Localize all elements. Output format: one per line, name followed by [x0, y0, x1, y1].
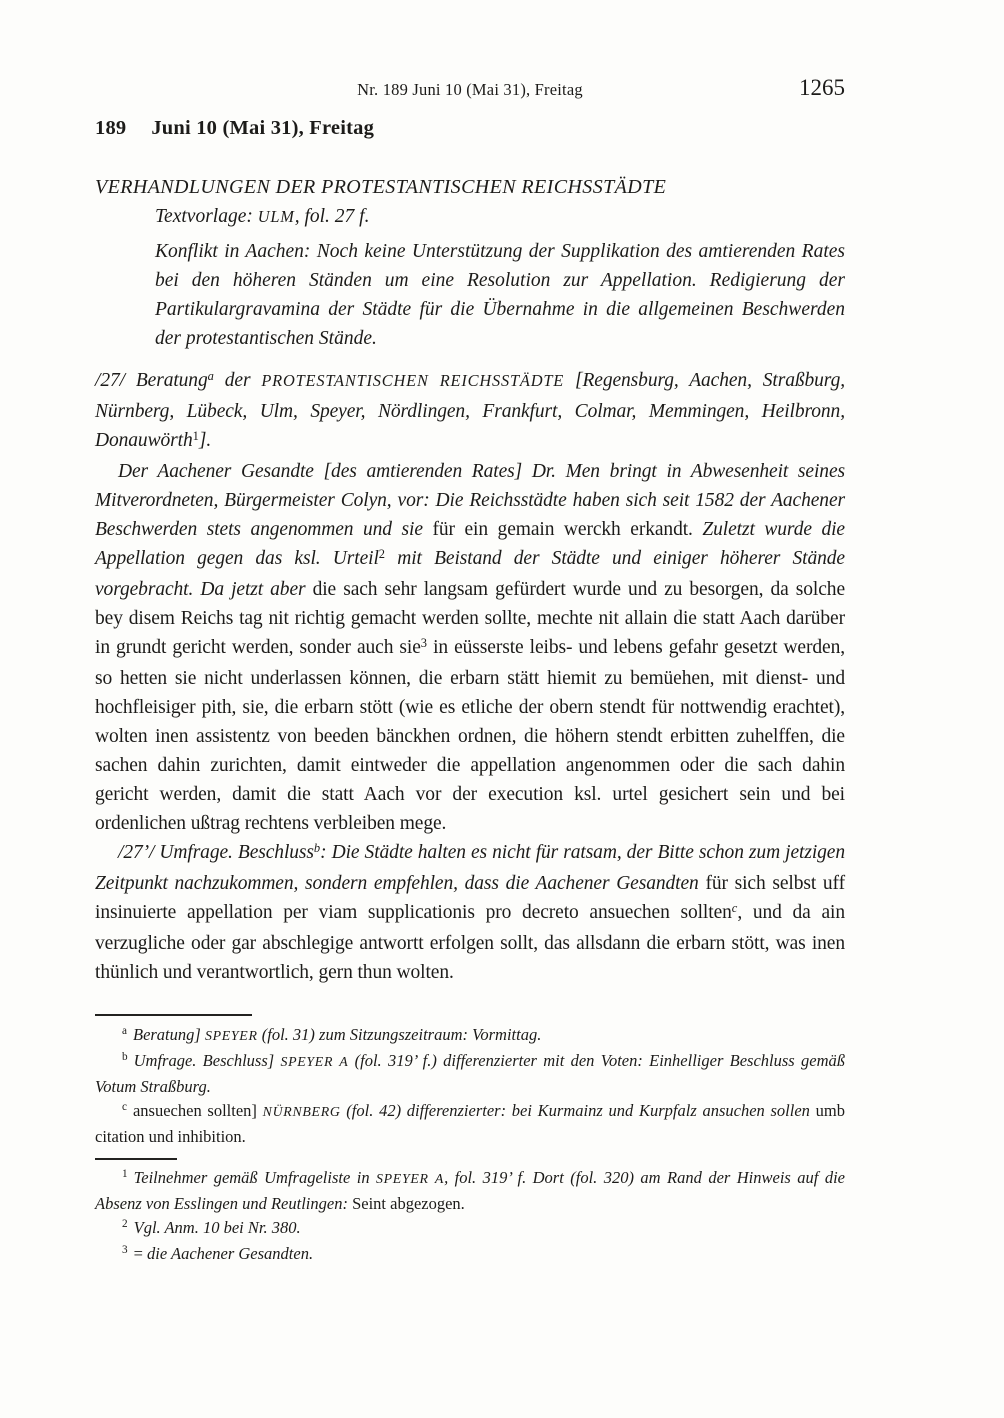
apparatus-note-a [95, 1023, 845, 1049]
entry-heading [95, 117, 374, 140]
apparatus-divider [95, 1014, 252, 1016]
body-paragraph-1: /27/ Beratung$^a$ der PROTESTANTISCHEN REICHSSTÄDTE [Regensburg, Aachen, Straßburg, Nürnberg, Lübeck, Ulm, Speyer, Nördlingen, Frankfurt, Colmar, Memmingen, Heilbronn, Donauwörth$^1$]. [95, 368, 845, 451]
footnote-1 [95, 1166, 845, 1216]
entry-title: Juni 10 (Mai 31), Freitag [151, 117, 375, 139]
note-text: ansuechen sollten] NÜRNBERG (fol. 42) differenzierter: bei Kurmainz und Kurpfalz ansuchen sollen umb citation und inhibition. [95, 1101, 845, 1146]
running-header-title: Nr. 189 Juni 10 (Mai 31), Freitag [357, 80, 583, 99]
source-line: Textvorlage: ULM, fol. 27 f. [155, 206, 370, 227]
note-label: a [122, 1025, 127, 1038]
main-text [95, 366, 845, 987]
entry-number: 189 [95, 117, 127, 139]
note-label: 2 [122, 1218, 128, 1231]
note-text: = die Aachener Gesandten. [133, 1244, 314, 1263]
note-text: Vgl. Anm. 10 bei Nr. 380. [133, 1218, 301, 1237]
document-title: VERHANDLUNGEN DER PROTESTANTISCHEN REICHSSTÄDTE [95, 176, 667, 198]
running-header [95, 75, 845, 100]
note-label: c [122, 1101, 127, 1114]
summary-abstract: Konflikt in Aachen: Noch keine Unterstützung der Supplikation des amtierenden Rates bei den höheren Ständen um eine Resolution zur Appellation. Redigierung der Partikulargravamina der Städte für die Übernahme in die allgemeinen Beschwerden der protestantischen Stände. [155, 241, 845, 349]
page-number: 1265 [799, 75, 845, 100]
note-text: Beratung] SPEYER (fol. 31) zum Sitzungszeitraum: Vormittag. [132, 1025, 542, 1044]
footnote-2 [95, 1216, 845, 1242]
apparatus-note-b [95, 1049, 845, 1099]
apparatus-note-c [95, 1099, 845, 1149]
note-label: b [122, 1051, 128, 1064]
notes-area [95, 1014, 845, 1268]
note-label: 1 [122, 1168, 128, 1181]
note-text: Umfrage. Beschluss] SPEYER A (fol. 319’ f.) differenzierter mit den Voten: Einhelliger Beschluss gemäß Votum Straßburg. [95, 1051, 845, 1096]
footnote-divider [95, 1158, 177, 1160]
body-paragraph-2: Der Aachener Gesandte [des amtierenden Rates] Dr. Men bringt in Abwesenheit seines Mitverordneten, Bürgermeister Colyn, vor: Die Reichsstädte haben sich seit 1582 der Aachener Beschwerden stets angenommen und sie für ein gemain werckh erkandt. Zuletzt wurde die Appellation gegen das ksl. Urteil$^2$ mit Beistand der Städte und einiger höherer Stände vorgebracht. Da jetzt aber die sach sehr langsam gefürdert wurde und zu besorgen, da solche bey disem Reichs tag nit richtig gemacht werden sollte, mechte nit allain die statt Aach darüber in grundt gericht werden, sonder auch sie$^3$ in eüsserste leibs- und lebens gefahr gesetzt werden, so hetten sie nicht underlassen können, die erbarn stätt hiemit zu bemüehen, mit dienst- und hochfleisiger pith, sie, die erbarn stött (wie es etliche der obern stendt für nottwendig erachtet), wolten inen assistentz von beeden bänckhen ordnen, die höhern stendt erbitten zuhelffen, die sachen dahin zurichten, damit eintweder die appellation angenommen oder die sach dahin gericht werden, damit die statt Aach vor der execution ksl. urtel gesichert sein und bei ordenlichen ußtrag rechtens verbleiben mege. [95, 461, 846, 834]
document-head [95, 176, 845, 353]
body-paragraph-3: /27’/ Umfrage. Beschluss$^b$: Die Städte halten es nicht für ratsam, der Bitte schon zum jetzigen Zeitpunkt nachzukommen, sondern empfehlen, dass die Aachener Gesandten für sich selbst uff insinuierte appellation per viam supplicationis pro decreto ansuechen sollten$^c$, und da ain verzugliche oder gar abschlegige antwortt erfolgen sollt, das allsdann die erbarn stött, was inen thünlich und verantwortlich, gern thun wolten. [95, 840, 846, 983]
footnote-3 [95, 1242, 845, 1268]
note-label: 3 [122, 1244, 128, 1257]
note-text: Teilnehmer gemäß Umfrageliste in SPEYER A, fol. 319’ f. Dort (fol. 320) am Rand der Hinweis auf die Absenz von Esslingen und Reutlingen: Seint abgezogen. [95, 1168, 845, 1213]
